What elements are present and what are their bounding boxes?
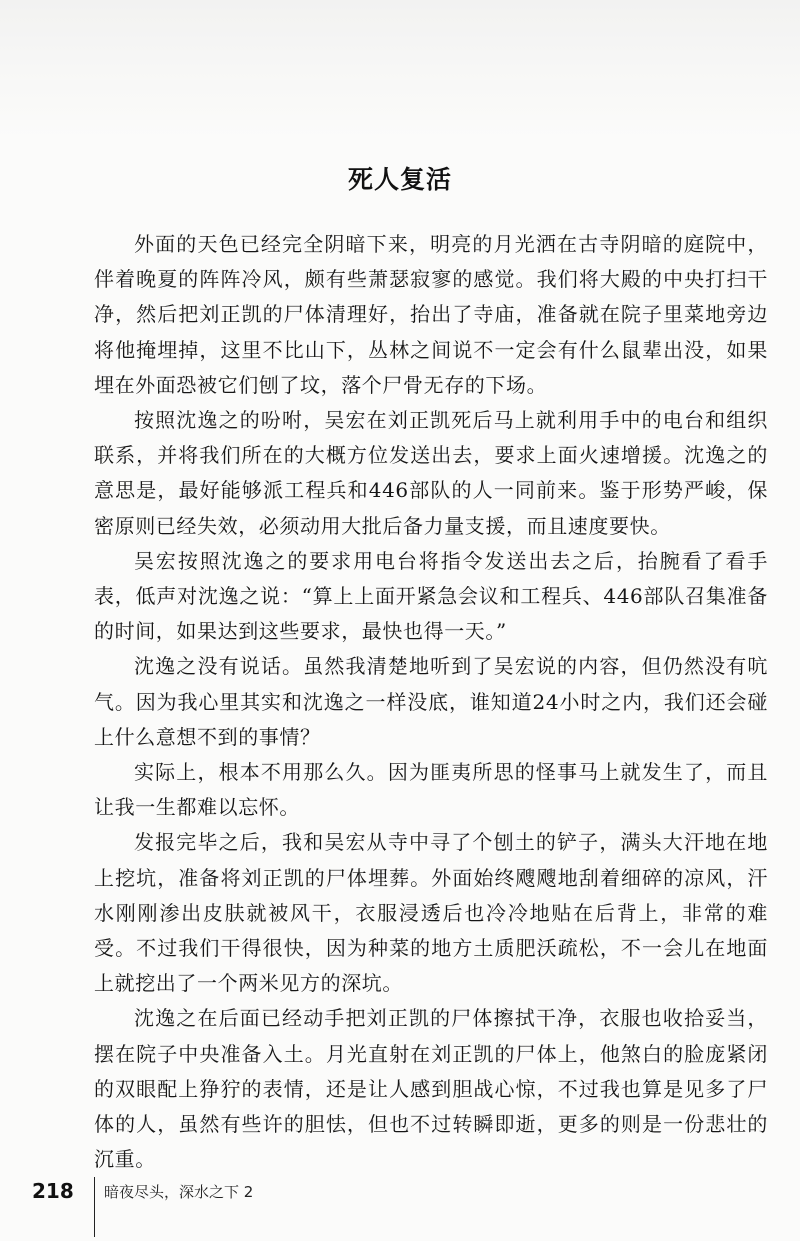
body-text [94, 227, 768, 1177]
paragraph-5: 实际上，根本不用那么久。因为匪夷所思的怪事马上就发生了，而且让我一生都难以忘怀。 [94, 760, 768, 820]
paragraph-3: 吴宏按照沈逸之的要求用电台将指令发送出去之后，抬腕看了看手表，低声对沈逸之说：“算上上面开紧急会议和工程兵、446部队召集准备的时间，如果达到这些要求，最快也得一天。” [94, 548, 768, 644]
paragraph-7: 沈逸之在后面已经动手把刘正凯的尸体擦拭干净，衣服也收拾妥当，摆在院子中央准备入土。月光直射在刘正凯的尸体上，他煞白的脸庞紧闭的双眼配上狰狞的表情，还是让人感到胆战心惊，不过我也算是见多了尸体的人，虽然有些许的胆怯，但也不过转瞬即逝，更多的则是一份悲壮的沉重。 [94, 1006, 768, 1172]
paragraph-4: 沈逸之没有说话。虽然我清楚地听到了吴宏说的内容，但仍然没有吭气。因为我心里其实和沈逸之一样没底，谁知道24小时之内，我们还会碰上什么意想不到的事情？ [94, 654, 768, 749]
running-book-title: 暗夜尽头，深水之下 2 [104, 1183, 254, 1201]
paragraph-6: 发报完毕之后，我和吴宏从寺中寻了个刨土的铲子，满头大汗地在地上挖坑，准备将刘正凯的尸体埋葬。外面始终飕飕地刮着细碎的凉风，汗水刚刚渗出皮肤就被风干，衣服浸透后也冷冷地贴在后背上，非常的难受。不过我们干得很快，因为种菜的地方土质肥沃疏松，不一会儿在地面上就挖出了一个两米见方的深坑。 [94, 830, 768, 996]
footer-divider [94, 1177, 95, 1237]
paragraph-1: 外面的天色已经完全阴暗下来，明亮的月光洒在古寺阴暗的庭院中，伴着晚夏的阵阵冷风，颇有些萧瑟寂寥的感觉。我们将大殿的中央打扫干净，然后把刘正凯的尸体清理好，抬出了寺庙，准备就在院子里菜地旁边将他掩埋掉，这里不比山下，丛林之间说不一定会有什么鼠辈出没，如果埋在外面恐被它们刨了坟，落个尸骨无存的下场。 [94, 232, 768, 397]
chapter-title: 死人复活 [347, 165, 452, 194]
scan-top-shade [0, 0, 800, 140]
paragraph-2: 按照沈逸之的吩咐，吴宏在刘正凯死后马上就利用手中的电台和组织联系，并将我们所在的大概方位发送出去，要求上面火速增援。沈逸之的意思是，最好能够派工程兵和446部队的人一同前来。鉴于形势严峻，保密原则已经失效，必须动用大批后备力量支援，而且速度要快。 [94, 408, 768, 538]
page-number: 218 [32, 1179, 74, 1203]
